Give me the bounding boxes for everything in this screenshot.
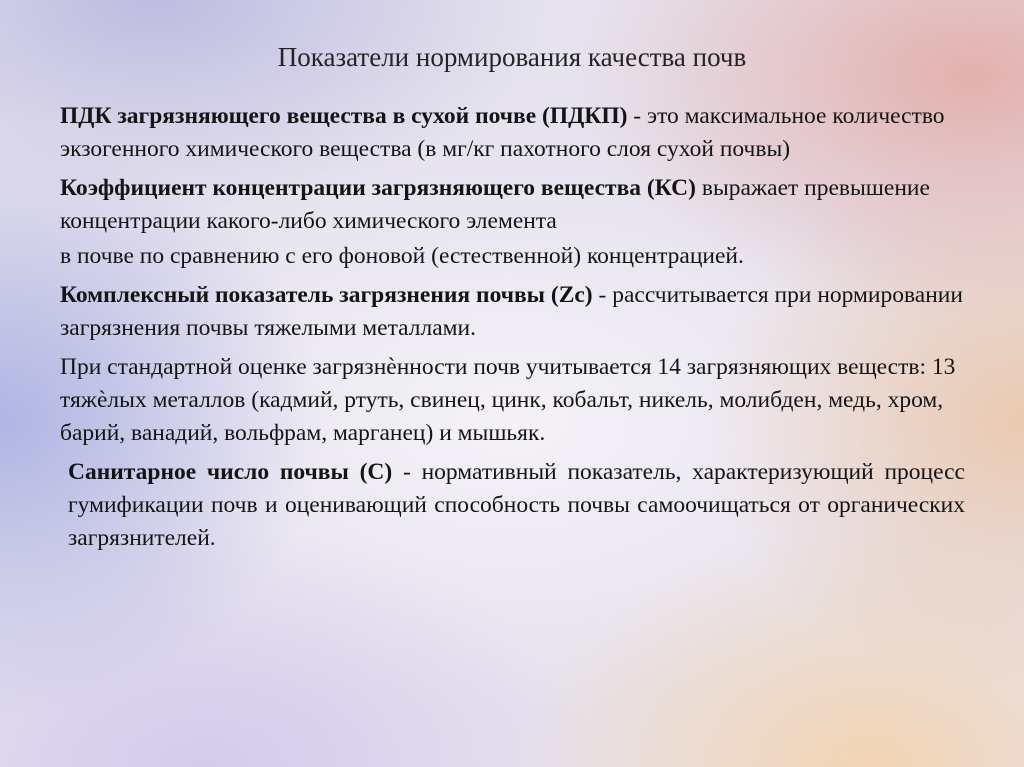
paragraph-standard-assessment: При стандартной оценке загрязнѐнности почв учитывается 14 загрязняющих веществ: 13 тяжѐлых металлов (кадмий, ртуть, свинец, цинк, кобальт, никель, молибден, медь, хром, барий, ванадий, вольфрам, марганец) и мышьяк. bbox=[60, 354, 956, 446]
paragraph-ks-continued: в почве по сравнению с его фоновой (естественной) концентрацией. bbox=[60, 243, 744, 269]
paragraph-zc bbox=[60, 279, 965, 345]
term-sanitary-number: Санитарное число почвы (С) bbox=[68, 459, 393, 485]
paragraph-sanitary-number bbox=[60, 456, 965, 555]
paragraph-pdkp bbox=[60, 100, 965, 166]
definition-pdkp: - это максимальное количество экзогенного химического вещества (в мг/кг пахотного слоя сухой почвы) bbox=[60, 103, 945, 162]
definition-sanitary-number: - нормативный показатель, характеризующий процесс гумификации почв и оценивающий способность почвы самоочищаться от органических загрязнителей. bbox=[68, 459, 965, 551]
term-ks: Коэффициент концентрации загрязняющего вещества (КС) bbox=[60, 175, 696, 201]
slide-body bbox=[60, 100, 965, 561]
term-zc: Комплексный показатель загрязнения почвы (Zc) bbox=[60, 282, 593, 308]
term-pdkp: ПДК загрязняющего вещества в сухой почве (ПДКП) bbox=[60, 103, 628, 129]
paragraph-ks bbox=[60, 172, 965, 238]
slide-title: Показатели нормирования качества почв bbox=[277, 42, 747, 72]
definition-zc: - рассчитывается при нормировании загрязнения почвы тяжелыми металлами. bbox=[60, 282, 963, 341]
definition-ks: выражает превышение концентрации какого-либо химического элемента bbox=[60, 175, 930, 234]
